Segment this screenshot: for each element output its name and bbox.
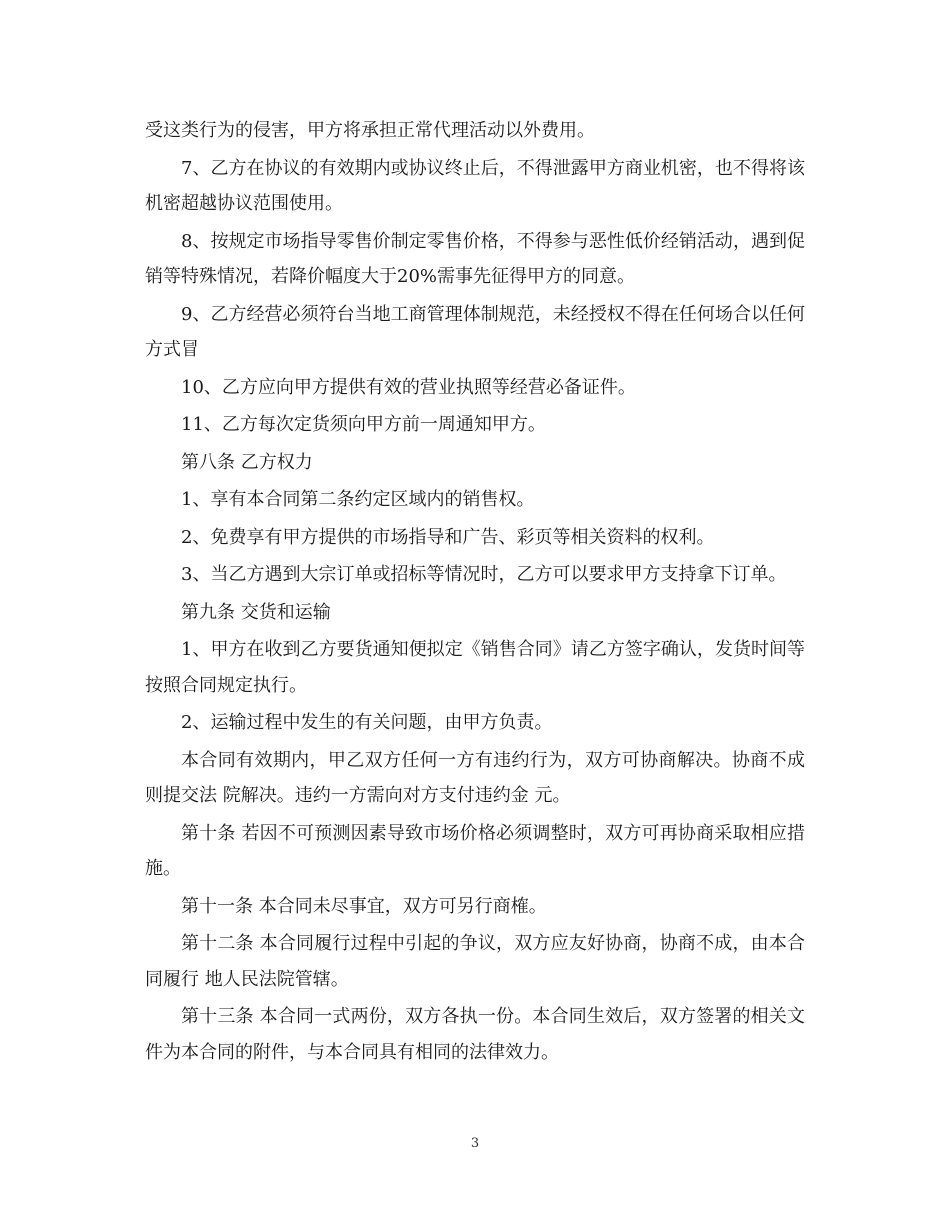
document-body — [145, 113, 805, 1072]
paragraph: 2、运输过程中发生的有关问题，由甲方负责。 — [181, 712, 553, 733]
paragraph: 2、免费享有甲方提供的市场指导和广告、彩页等相关资料的权利。 — [181, 526, 715, 548]
paragraph: 本合同有效期内，甲乙双方任何一方有违约行为，双方可协商解决。协商不成则提交法 院解决。违约一方需向对方支付违约金 元。 — [145, 749, 805, 806]
paragraph: 第十三条 本合同一式两份，双方各执一份。本合同生效后，双方签署的相关文件为本合同的附件，与本合同具有相同的法律效力。 — [145, 1006, 805, 1063]
paragraph: 1、享有本合同第二条约定区域内的销售权。 — [181, 489, 535, 510]
paragraph: 8、按规定市场指导零售价制定零售价格，不得参与恶性低价经销活动，遇到促销等特殊情况，若降价幅度大于20%需事先征得甲方的同意。 — [145, 230, 805, 287]
paragraph: 1、甲方在收到乙方要货通知便拟定《销售合同》请乙方签字确认，发货时间等按照合同规定执行。 — [145, 639, 805, 696]
paragraph: 3、当乙方遇到大宗订单或招标等情况时，乙方可以要求甲方支持拿下订单。 — [181, 564, 787, 585]
paragraph: 7、乙方在协议的有效期内或协议终止后，不得泄露甲方商业机密，也不得将该机密超越协议范围使用。 — [145, 157, 805, 214]
paragraph: 第十二条 本合同履行过程中引起的争议，双方应友好协商，协商不成，由本合同履行 地人民法院管辖。 — [145, 933, 805, 990]
paragraph: 第十条 若因不可预测因素导致市场价格必须调整时，双方可再协商采取相应措施。 — [145, 822, 805, 879]
paragraph: 第十一条 本合同未尽事宜，双方可另行商榷。 — [181, 895, 547, 917]
page-number: 3 — [470, 1136, 480, 1151]
section-heading: 第八条 乙方权力 — [181, 451, 313, 473]
paragraph: 受这类行为的侵害，甲方将承担正常代理活动以外费用。 — [145, 120, 595, 141]
section-heading: 第九条 交货和运输 — [181, 601, 331, 623]
paragraph: 10、乙方应向甲方提供有效的营业执照等经营必备证件。 — [181, 376, 636, 398]
paragraph: 11、乙方每次定货须向甲方前一周通知甲方。 — [181, 414, 546, 435]
paragraph: 9、乙方经营必须符台当地工商管理体制规范，未经授权不得在任何场合以任何方式冒 — [145, 303, 805, 360]
